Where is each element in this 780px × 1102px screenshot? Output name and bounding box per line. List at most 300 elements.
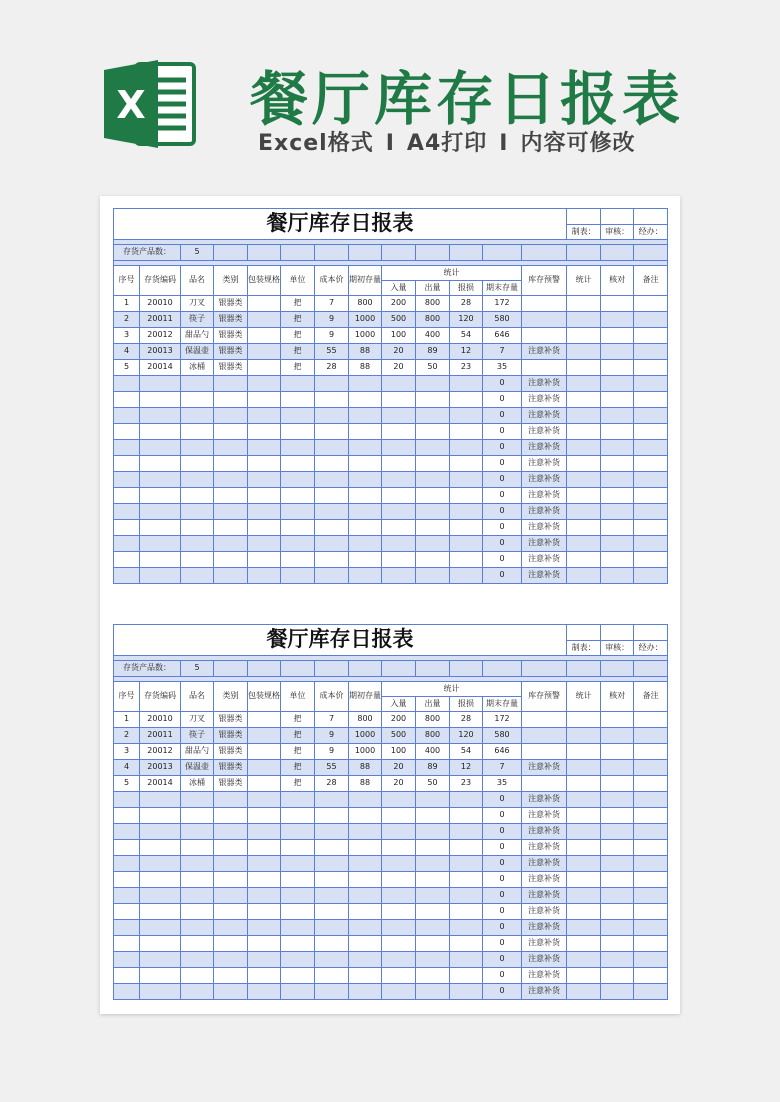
cell-unit xyxy=(281,376,315,392)
cell-tally xyxy=(567,408,601,424)
table-row xyxy=(114,984,668,1000)
col-seq: 序号 xyxy=(114,682,140,712)
cell-loss: 120 xyxy=(450,728,483,744)
cell-tally xyxy=(567,472,601,488)
cell-loss xyxy=(450,888,483,904)
col-stats: 统计 xyxy=(382,266,522,281)
col-check: 核对 xyxy=(601,682,634,712)
table-row xyxy=(114,520,668,536)
cell-out: 50 xyxy=(416,776,450,792)
cell-check xyxy=(601,776,634,792)
cell-remark xyxy=(634,568,668,584)
cell-code xyxy=(140,840,181,856)
table-row xyxy=(114,728,668,744)
cell-in xyxy=(382,392,416,408)
cell-seq xyxy=(114,392,140,408)
table-row xyxy=(114,376,668,392)
cell-remark xyxy=(634,344,668,360)
cell-code xyxy=(140,472,181,488)
cell-name xyxy=(181,520,214,536)
cell-out xyxy=(416,504,450,520)
cell-ending: 0 xyxy=(483,856,522,872)
cell-ending: 0 xyxy=(483,968,522,984)
cell-opening xyxy=(349,920,382,936)
col-category: 类别 xyxy=(214,682,248,712)
cell-warning: 注意补货 xyxy=(522,904,567,920)
table-row xyxy=(114,824,668,840)
cell-cost xyxy=(315,952,349,968)
col-name: 品名 xyxy=(181,266,214,296)
cell-remark xyxy=(634,456,668,472)
cell-out: 89 xyxy=(416,344,450,360)
cell-pack xyxy=(248,920,281,936)
cell-check xyxy=(601,760,634,776)
cell-opening: 88 xyxy=(349,760,382,776)
cell-code xyxy=(140,824,181,840)
cell-seq xyxy=(114,840,140,856)
product-count-value: 5 xyxy=(181,661,214,677)
cell-pack xyxy=(248,424,281,440)
cell-warning: 注意补货 xyxy=(522,408,567,424)
cell-category xyxy=(214,856,248,872)
cell-warning: 注意补货 xyxy=(522,808,567,824)
cell-opening xyxy=(349,968,382,984)
cell-in xyxy=(382,536,416,552)
cell-warning: 注意补货 xyxy=(522,952,567,968)
cell-in: 500 xyxy=(382,728,416,744)
col-loss: 报损 xyxy=(450,281,483,296)
table-row xyxy=(114,888,668,904)
cell-loss xyxy=(450,376,483,392)
col-warning: 库存预警 xyxy=(522,682,567,712)
cell-check xyxy=(601,472,634,488)
cell-out xyxy=(416,456,450,472)
cell-cost: 7 xyxy=(315,296,349,312)
cell-out: 89 xyxy=(416,760,450,776)
cell-cost: 55 xyxy=(315,344,349,360)
cell-loss: 12 xyxy=(450,344,483,360)
document-page xyxy=(100,196,680,1014)
cell-ending: 0 xyxy=(483,488,522,504)
cell-out: 50 xyxy=(416,360,450,376)
cell-remark xyxy=(634,888,668,904)
cell-name xyxy=(181,968,214,984)
cell-in xyxy=(382,520,416,536)
table-row xyxy=(114,440,668,456)
cell-unit: 把 xyxy=(281,712,315,728)
cell-ending: 35 xyxy=(483,360,522,376)
cell-code: 20014 xyxy=(140,776,181,792)
cell-check xyxy=(601,360,634,376)
cell-category xyxy=(214,824,248,840)
cell-warning: 注意补货 xyxy=(522,984,567,1000)
cell-in xyxy=(382,968,416,984)
cell-opening xyxy=(349,520,382,536)
cell-unit xyxy=(281,472,315,488)
cell-name xyxy=(181,936,214,952)
cell-out xyxy=(416,936,450,952)
cell-in xyxy=(382,824,416,840)
cell-seq xyxy=(114,568,140,584)
cell-ending: 0 xyxy=(483,536,522,552)
cell-opening: 88 xyxy=(349,344,382,360)
product-count-label: 存货产品数： xyxy=(114,661,181,677)
cell-check xyxy=(601,568,634,584)
cell-ending: 0 xyxy=(483,824,522,840)
cell-category xyxy=(214,536,248,552)
cell-code: 20010 xyxy=(140,296,181,312)
cell-name xyxy=(181,952,214,968)
cell-check xyxy=(601,984,634,1000)
cell-category xyxy=(214,408,248,424)
cell-in xyxy=(382,872,416,888)
cell-pack xyxy=(248,776,281,792)
cell-in xyxy=(382,792,416,808)
cell-loss xyxy=(450,920,483,936)
cell-remark xyxy=(634,744,668,760)
cell-ending: 172 xyxy=(483,296,522,312)
cell-warning: 注意补货 xyxy=(522,568,567,584)
cell-category xyxy=(214,552,248,568)
table-row xyxy=(114,296,668,312)
cell-ending: 0 xyxy=(483,920,522,936)
cell-opening xyxy=(349,856,382,872)
cell-remark xyxy=(634,408,668,424)
cell-remark xyxy=(634,776,668,792)
cell-name: 冰桶 xyxy=(181,360,214,376)
cell-loss xyxy=(450,504,483,520)
col-code: 存货编码 xyxy=(140,266,181,296)
cell-loss: 28 xyxy=(450,296,483,312)
cell-loss: 54 xyxy=(450,328,483,344)
cell-seq xyxy=(114,936,140,952)
col-tally: 统计 xyxy=(567,266,601,296)
cell-unit xyxy=(281,952,315,968)
cell-seq: 1 xyxy=(114,296,140,312)
cell-code xyxy=(140,920,181,936)
col-seq: 序号 xyxy=(114,266,140,296)
cell-cost xyxy=(315,792,349,808)
cell-warning: 注意补货 xyxy=(522,552,567,568)
cell-ending: 580 xyxy=(483,312,522,328)
cell-tally xyxy=(567,536,601,552)
table-row xyxy=(114,856,668,872)
cell-check xyxy=(601,824,634,840)
cell-opening xyxy=(349,488,382,504)
cell-remark xyxy=(634,968,668,984)
col-name: 品名 xyxy=(181,682,214,712)
col-category: 类别 xyxy=(214,266,248,296)
cell-loss xyxy=(450,824,483,840)
cell-category xyxy=(214,504,248,520)
cell-ending: 0 xyxy=(483,504,522,520)
cell-name xyxy=(181,904,214,920)
table-row xyxy=(114,552,668,568)
cell-opening: 1000 xyxy=(349,728,382,744)
cell-cost xyxy=(315,968,349,984)
cell-seq xyxy=(114,488,140,504)
table-row xyxy=(114,936,668,952)
cell-check xyxy=(601,520,634,536)
cell-tally xyxy=(567,904,601,920)
col-opening: 期初存量 xyxy=(349,266,382,296)
cell-out xyxy=(416,536,450,552)
cell-seq xyxy=(114,808,140,824)
cell-in xyxy=(382,408,416,424)
cell-opening xyxy=(349,872,382,888)
logo-letter: X xyxy=(116,83,146,127)
cell-cost xyxy=(315,568,349,584)
cell-opening xyxy=(349,824,382,840)
cell-loss xyxy=(450,984,483,1000)
cell-category xyxy=(214,840,248,856)
cell-out: 800 xyxy=(416,712,450,728)
cell-unit: 把 xyxy=(281,744,315,760)
cell-in xyxy=(382,808,416,824)
cell-check xyxy=(601,344,634,360)
cell-warning: 注意补货 xyxy=(522,488,567,504)
table-row xyxy=(114,456,668,472)
cell-tally xyxy=(567,328,601,344)
cell-remark xyxy=(634,536,668,552)
cell-tally xyxy=(567,968,601,984)
col-in: 入量 xyxy=(382,697,416,712)
cell-name xyxy=(181,456,214,472)
cell-check xyxy=(601,744,634,760)
cell-warning xyxy=(522,360,567,376)
cell-remark xyxy=(634,904,668,920)
cell-warning: 注意补货 xyxy=(522,424,567,440)
cell-in xyxy=(382,904,416,920)
cell-code: 20013 xyxy=(140,344,181,360)
cell-unit xyxy=(281,552,315,568)
table-row xyxy=(114,328,668,344)
cell-name xyxy=(181,552,214,568)
cell-ending: 0 xyxy=(483,792,522,808)
cell-unit xyxy=(281,408,315,424)
cell-ending: 0 xyxy=(483,376,522,392)
cell-cost xyxy=(315,456,349,472)
cell-remark xyxy=(634,392,668,408)
cell-check xyxy=(601,328,634,344)
cell-out xyxy=(416,824,450,840)
cell-out xyxy=(416,808,450,824)
cell-warning: 注意补货 xyxy=(522,936,567,952)
cell-tally xyxy=(567,952,601,968)
cell-opening xyxy=(349,952,382,968)
cell-category xyxy=(214,488,248,504)
cell-in: 100 xyxy=(382,744,416,760)
cell-warning xyxy=(522,776,567,792)
cell-opening xyxy=(349,376,382,392)
cell-category xyxy=(214,920,248,936)
cell-category xyxy=(214,888,248,904)
cell-code xyxy=(140,568,181,584)
cell-out: 800 xyxy=(416,296,450,312)
cell-in xyxy=(382,856,416,872)
cell-out xyxy=(416,472,450,488)
cell-seq: 5 xyxy=(114,776,140,792)
cell-check xyxy=(601,792,634,808)
cell-pack xyxy=(248,760,281,776)
col-tally: 统计 xyxy=(567,682,601,712)
cell-category: 银器类 xyxy=(214,728,248,744)
handler-label: 经办： xyxy=(634,641,668,656)
cell-cost: 9 xyxy=(315,312,349,328)
cell-pack xyxy=(248,792,281,808)
cell-pack xyxy=(248,568,281,584)
cell-name xyxy=(181,808,214,824)
cell-name xyxy=(181,392,214,408)
cell-warning: 注意补货 xyxy=(522,888,567,904)
cell-seq xyxy=(114,520,140,536)
cell-tally xyxy=(567,984,601,1000)
cell-pack xyxy=(248,936,281,952)
cell-out xyxy=(416,952,450,968)
col-in: 入量 xyxy=(382,281,416,296)
cell-seq xyxy=(114,856,140,872)
cell-out xyxy=(416,568,450,584)
cell-loss xyxy=(450,520,483,536)
cell-name: 筷子 xyxy=(181,728,214,744)
cell-pack xyxy=(248,408,281,424)
promo-title: 餐厅库存日报表 xyxy=(250,65,685,133)
cell-name xyxy=(181,920,214,936)
cell-code xyxy=(140,408,181,424)
cell-name xyxy=(181,408,214,424)
cell-loss xyxy=(450,936,483,952)
cell-code xyxy=(140,904,181,920)
cell-in: 20 xyxy=(382,360,416,376)
cell-unit: 把 xyxy=(281,296,315,312)
cell-check xyxy=(601,408,634,424)
cell-check xyxy=(601,728,634,744)
cell-loss xyxy=(450,872,483,888)
cell-check xyxy=(601,296,634,312)
cell-opening xyxy=(349,936,382,952)
cell-code: 20011 xyxy=(140,728,181,744)
cell-cost xyxy=(315,504,349,520)
cell-out xyxy=(416,968,450,984)
cell-opening xyxy=(349,408,382,424)
cell-loss xyxy=(450,808,483,824)
cell-seq xyxy=(114,552,140,568)
table-row xyxy=(114,776,668,792)
cell-seq xyxy=(114,872,140,888)
cell-remark xyxy=(634,728,668,744)
subtitle-separator: I xyxy=(499,131,509,156)
cell-remark xyxy=(634,488,668,504)
cell-loss xyxy=(450,792,483,808)
cell-ending: 35 xyxy=(483,776,522,792)
cell-remark xyxy=(634,856,668,872)
cell-ending: 646 xyxy=(483,328,522,344)
cell-name: 甜品勺 xyxy=(181,744,214,760)
cell-out: 800 xyxy=(416,312,450,328)
cell-seq xyxy=(114,440,140,456)
inventory-table xyxy=(113,208,668,584)
cell-tally xyxy=(567,728,601,744)
table-row xyxy=(114,872,668,888)
cell-category xyxy=(214,792,248,808)
cell-tally xyxy=(567,760,601,776)
table-row xyxy=(114,472,668,488)
cell-warning: 注意补货 xyxy=(522,440,567,456)
cell-in: 200 xyxy=(382,296,416,312)
sheet-title: 餐厅库存日报表 xyxy=(114,209,567,240)
cell-code xyxy=(140,376,181,392)
col-pack: 包装规格 xyxy=(248,266,281,296)
cell-check xyxy=(601,952,634,968)
cell-pack xyxy=(248,824,281,840)
cell-loss xyxy=(450,408,483,424)
cell-ending: 0 xyxy=(483,440,522,456)
cell-check xyxy=(601,808,634,824)
cell-out: 800 xyxy=(416,728,450,744)
cell-pack xyxy=(248,312,281,328)
cell-check xyxy=(601,424,634,440)
cell-tally xyxy=(567,552,601,568)
cell-warning: 注意补货 xyxy=(522,920,567,936)
cell-name xyxy=(181,488,214,504)
cell-warning: 注意补货 xyxy=(522,792,567,808)
cell-seq xyxy=(114,824,140,840)
cell-tally xyxy=(567,296,601,312)
cell-unit xyxy=(281,840,315,856)
cell-cost xyxy=(315,840,349,856)
cell-code xyxy=(140,424,181,440)
cell-unit xyxy=(281,888,315,904)
cell-remark xyxy=(634,984,668,1000)
cell-category xyxy=(214,568,248,584)
cell-tally xyxy=(567,360,601,376)
cell-out xyxy=(416,872,450,888)
cell-pack xyxy=(248,392,281,408)
cell-remark xyxy=(634,824,668,840)
cell-loss xyxy=(450,536,483,552)
cell-code: 20012 xyxy=(140,744,181,760)
col-code: 存货编码 xyxy=(140,682,181,712)
cell-pack xyxy=(248,872,281,888)
cell-check xyxy=(601,392,634,408)
cell-tally xyxy=(567,824,601,840)
cell-pack xyxy=(248,344,281,360)
cell-category xyxy=(214,968,248,984)
col-check: 核对 xyxy=(601,266,634,296)
cell-name xyxy=(181,568,214,584)
cell-name: 保温壶 xyxy=(181,344,214,360)
cell-loss xyxy=(450,424,483,440)
cell-code: 20011 xyxy=(140,312,181,328)
table-row xyxy=(114,536,668,552)
cell-cost xyxy=(315,392,349,408)
cell-code xyxy=(140,392,181,408)
cell-tally xyxy=(567,456,601,472)
cell-check xyxy=(601,376,634,392)
cell-pack xyxy=(248,472,281,488)
cell-name xyxy=(181,440,214,456)
cell-ending: 0 xyxy=(483,888,522,904)
cell-unit xyxy=(281,392,315,408)
cell-remark xyxy=(634,504,668,520)
cell-in: 100 xyxy=(382,328,416,344)
col-warning: 库存预警 xyxy=(522,266,567,296)
cell-name: 刀叉 xyxy=(181,296,214,312)
cell-loss: 23 xyxy=(450,776,483,792)
cell-tally xyxy=(567,920,601,936)
cell-loss xyxy=(450,392,483,408)
cell-warning: 注意补货 xyxy=(522,968,567,984)
